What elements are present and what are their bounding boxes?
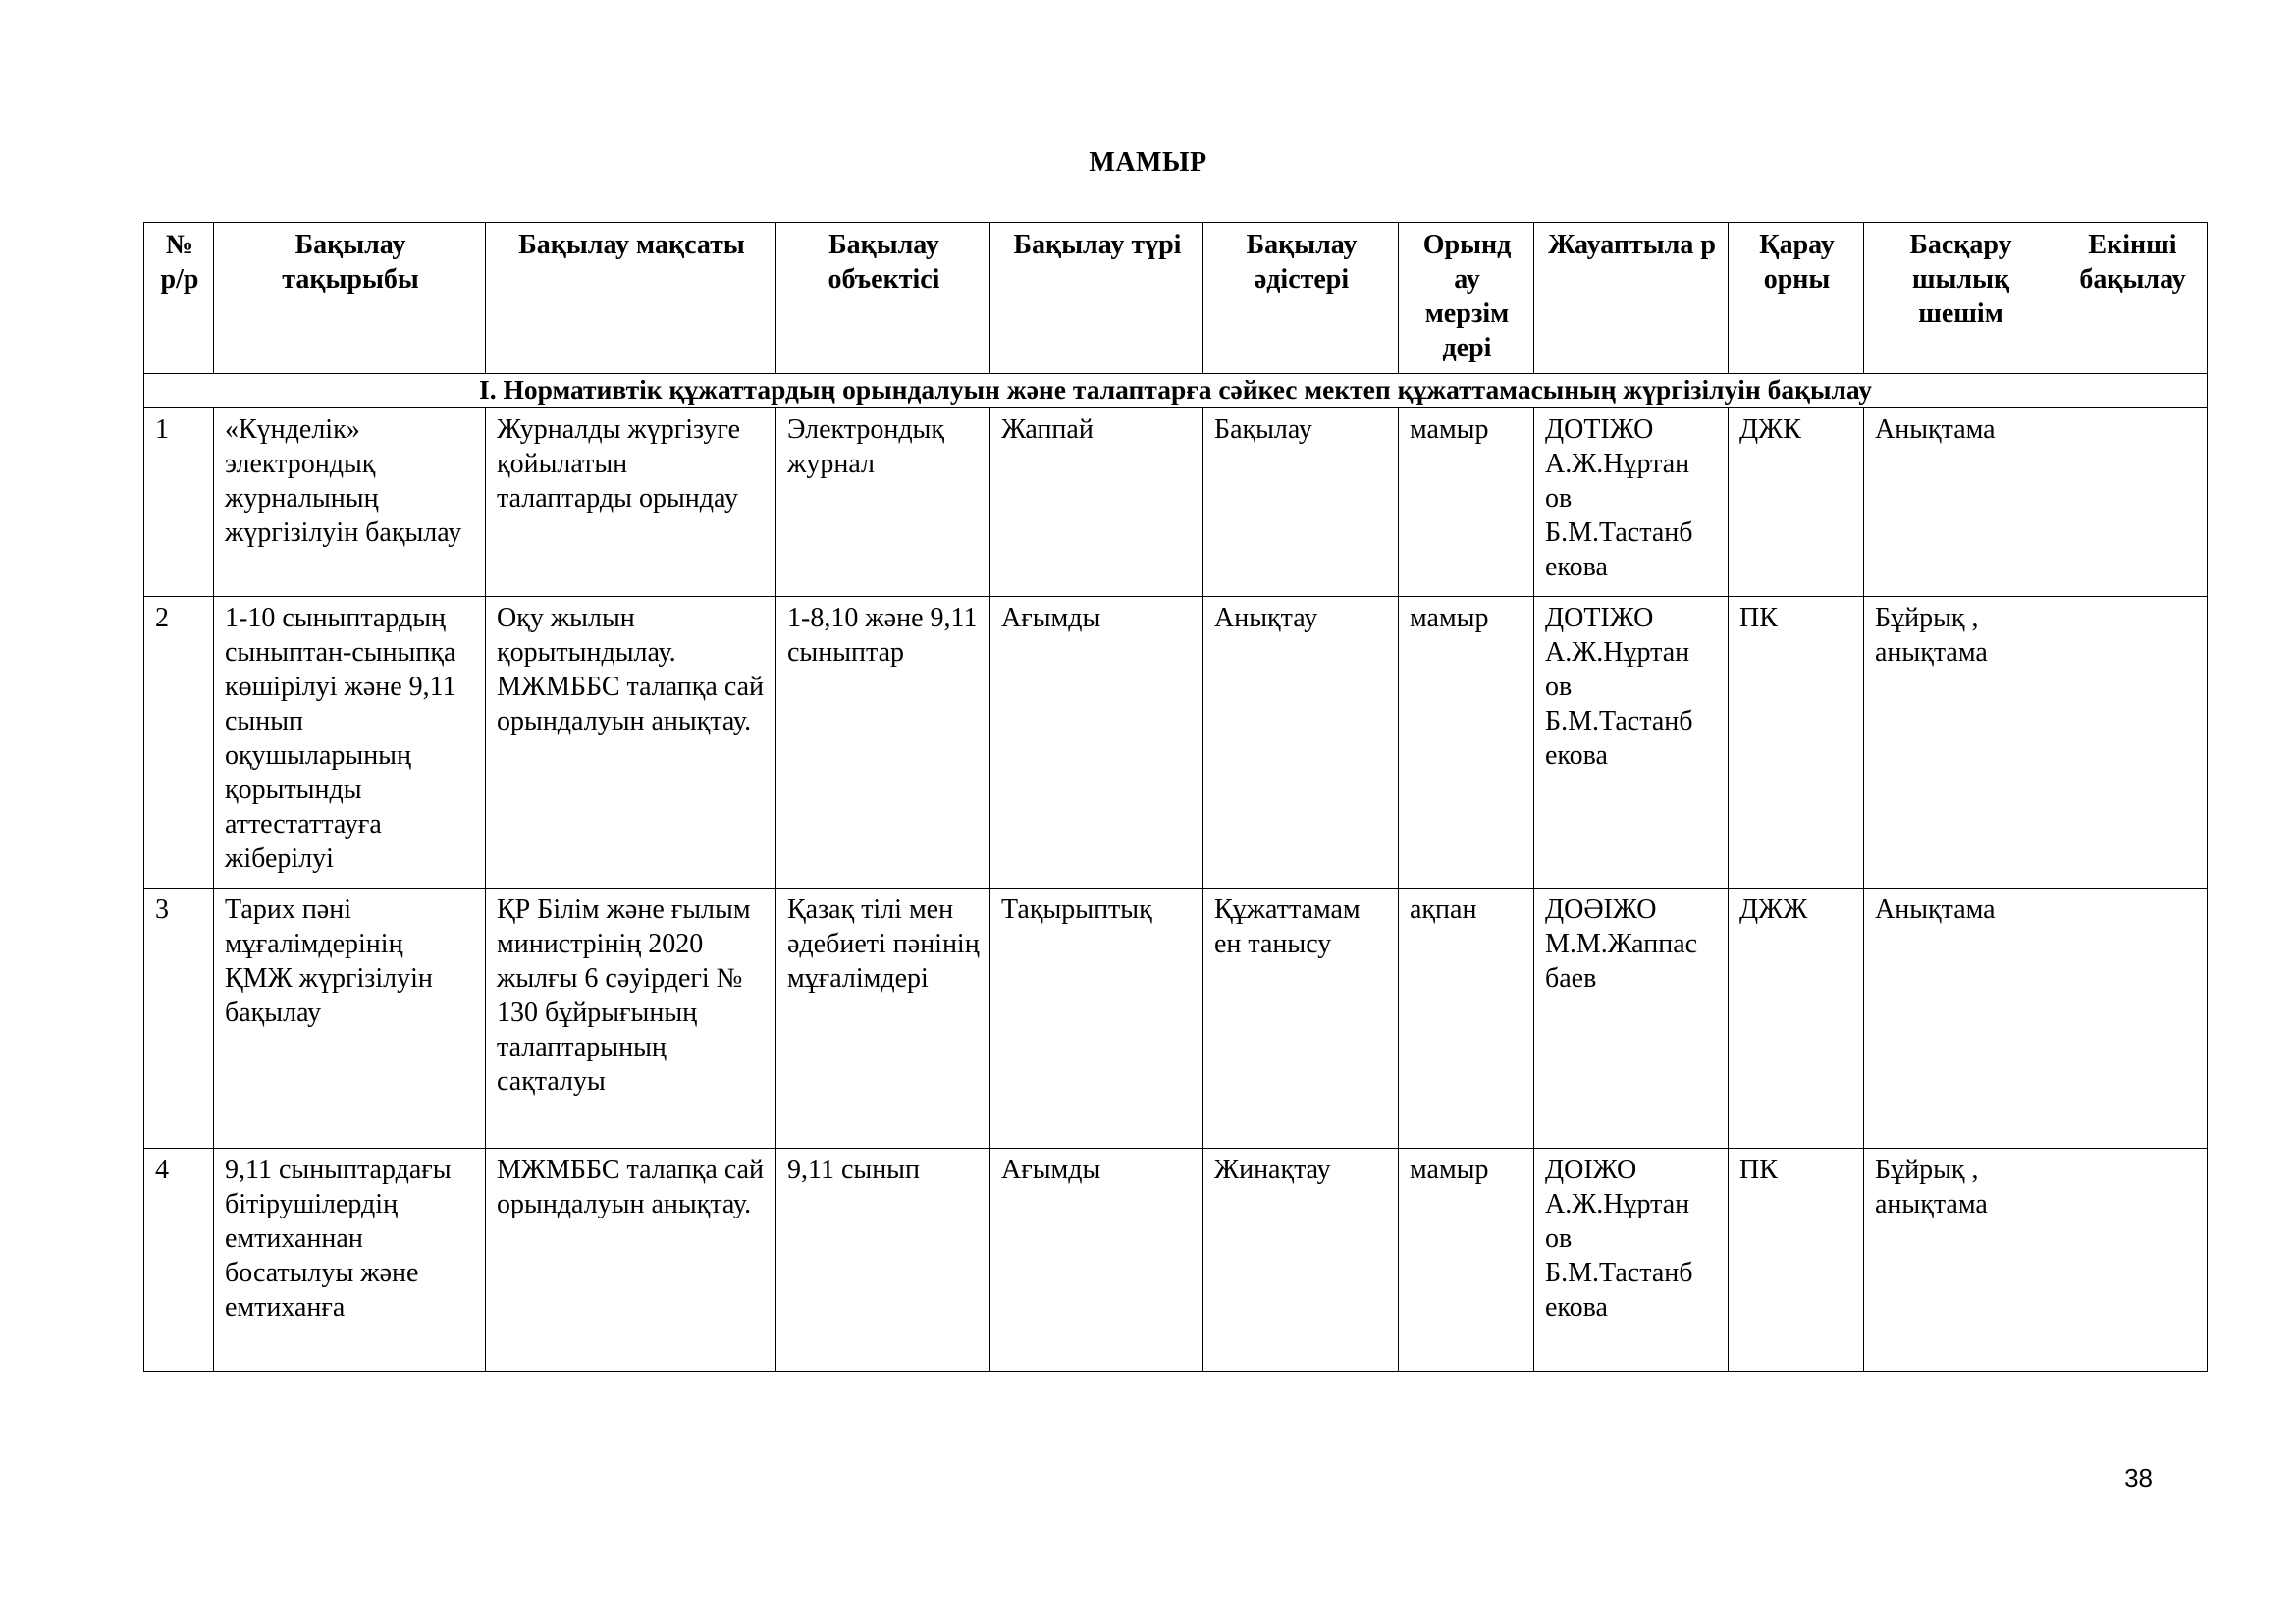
cell-deadline: мамыр (1399, 597, 1534, 889)
cell-second (2056, 597, 2208, 889)
cell-responsible: ДОІЖО А.Ж.Нұртан ов Б.М.Тастанб екова (1534, 1149, 1729, 1372)
cell-object: 1-8,10 және 9,11 сыныптар (776, 597, 990, 889)
section-row (144, 374, 2208, 408)
cell-topic: «Күнделік» электрондық журналының жүргізілуін бақылау (214, 408, 486, 597)
table-row (144, 597, 2208, 889)
cell-goal: Журналды жүргізуге қойылатын талаптарды орындау (486, 408, 776, 597)
header-cell-review: Қарау орны (1729, 223, 1864, 374)
cell-deadline: ақпан (1399, 889, 1534, 1149)
cell-review: ДЖК (1729, 408, 1864, 597)
cell-responsible: ДОӘІЖО М.М.Жаппас баев (1534, 889, 1729, 1149)
cell-method: Жинақтау (1203, 1149, 1399, 1372)
cell-number: 2 (144, 597, 214, 889)
header-cell-number: № р/р (144, 223, 214, 374)
cell-goal: ҚР Білім және ғылым министрінің 2020 жылғы 6 сәуірдегі № 130 бұйрығының талаптарының сақталуы (486, 889, 776, 1149)
section-heading: І. Нормативтік құжаттардың орындалуын және талаптарға сәйкес мектеп құжаттамасының жүргізілуін бақылау (144, 374, 2208, 408)
header-cell-method: Бақылау әдістері (1203, 223, 1399, 374)
cell-review: ПК (1729, 597, 1864, 889)
header-cell-decision: Басқару шылық шешім (1864, 223, 2056, 374)
cell-deadline: мамыр (1399, 408, 1534, 597)
cell-responsible: ДОТІЖО А.Ж.Нұртан ов Б.М.Тастанб екова (1534, 408, 1729, 597)
header-cell-second: Екінші бақылау (2056, 223, 2208, 374)
cell-method: Құжаттамам ен танысу (1203, 889, 1399, 1149)
header-cell-topic: Бақылау тақырыбы (214, 223, 486, 374)
cell-review: ДЖЖ (1729, 889, 1864, 1149)
cell-object: Қазақ тілі мен әдебиеті пәнінің мұғалімдері (776, 889, 990, 1149)
header-cell-responsible: Жауаптыла р (1534, 223, 1729, 374)
cell-goal: МЖМББС талапқа сай орындалуын анықтау. (486, 1149, 776, 1372)
table-row (144, 408, 2208, 597)
cell-decision: Анықтама (1864, 408, 2056, 597)
cell-topic: Тарих пәні мұғалімдерінің ҚМЖ жүргізілуін бақылау (214, 889, 486, 1149)
cell-object: 9,11 сынып (776, 1149, 990, 1372)
cell-review: ПК (1729, 1149, 1864, 1372)
cell-goal: Оқу жылын қорытындылау. МЖМББС талапқа сай орындалуын анықтау. (486, 597, 776, 889)
cell-type: Тақырыптық (990, 889, 1203, 1149)
cell-method: Бақылау (1203, 408, 1399, 597)
cell-decision: Анықтама (1864, 889, 2056, 1149)
cell-decision: Бұйрық , анықтама (1864, 597, 2056, 889)
cell-type: Ағымды (990, 597, 1203, 889)
cell-second (2056, 1149, 2208, 1372)
table-header-row (144, 223, 2208, 374)
header-cell-type: Бақылау түрі (990, 223, 1203, 374)
cell-topic: 1-10 сыныптардың сыныптан-сыныпқа көшірілуі және 9,11 сынып оқушыларының қорытынды аттестаттауға жіберілуі (214, 597, 486, 889)
header-cell-deadline: Орынд ау мерзім дері (1399, 223, 1534, 374)
header-cell-object: Бақылау объектісі (776, 223, 990, 374)
page-title: МАМЫР (1089, 147, 1207, 178)
cell-type: Жаппай (990, 408, 1203, 597)
table-row (144, 1149, 2208, 1372)
page-number: 38 (2124, 1463, 2153, 1492)
cell-method: Анықтау (1203, 597, 1399, 889)
table-row (144, 889, 2208, 1149)
cell-topic: 9,11 сыныптардағы бітірушілердің емтиханнан босатылуы және емтиханға (214, 1149, 486, 1372)
cell-type: Ағымды (990, 1149, 1203, 1372)
cell-decision: Бұйрық , анықтама (1864, 1149, 2056, 1372)
cell-second (2056, 889, 2208, 1149)
cell-second (2056, 408, 2208, 597)
header-cell-goal: Бақылау мақсаты (486, 223, 776, 374)
cell-deadline: мамыр (1399, 1149, 1534, 1372)
cell-responsible: ДОТІЖО А.Ж.Нұртан ов Б.М.Тастанб екова (1534, 597, 1729, 889)
cell-object: Электрондық журнал (776, 408, 990, 597)
control-plan-table (143, 222, 2208, 1372)
cell-number: 4 (144, 1149, 214, 1372)
cell-number: 1 (144, 408, 214, 597)
cell-number: 3 (144, 889, 214, 1149)
